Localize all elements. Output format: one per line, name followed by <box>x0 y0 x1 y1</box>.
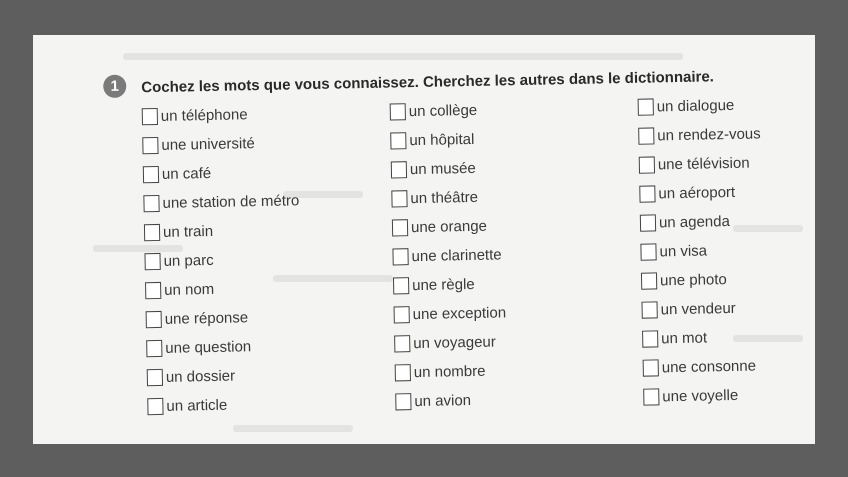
word-column-2 <box>390 100 596 423</box>
word-label: une télévision <box>657 154 750 174</box>
word-item <box>638 95 815 128</box>
word-item <box>390 129 591 162</box>
word-label: un nom <box>164 280 215 299</box>
word-label: un dossier <box>165 367 236 386</box>
word-item <box>144 220 345 253</box>
word-item <box>395 390 596 423</box>
word-checkbox[interactable] <box>639 156 655 173</box>
word-item <box>147 365 348 398</box>
exercise-instruction: Cochez les mots que vous connaissez. Cherchez les autres dans le dictionnaire. <box>141 68 715 97</box>
word-checkbox[interactable] <box>392 248 408 265</box>
word-checkbox[interactable] <box>144 224 160 241</box>
word-label: un mot <box>661 329 708 348</box>
word-checkbox[interactable] <box>395 364 411 381</box>
word-checkbox[interactable] <box>394 335 410 352</box>
word-checkbox[interactable] <box>145 282 161 299</box>
word-label: un nombre <box>413 362 486 382</box>
word-item <box>392 245 593 278</box>
word-label: une règle <box>411 275 475 295</box>
word-checkbox[interactable] <box>393 277 409 294</box>
word-item <box>145 278 346 311</box>
word-item <box>147 394 348 427</box>
word-checkbox[interactable] <box>144 253 160 270</box>
word-column-3 <box>638 95 815 418</box>
word-label: un agenda <box>658 212 731 232</box>
word-checkbox[interactable] <box>147 369 163 386</box>
word-label: une photo <box>659 271 727 290</box>
word-item <box>391 158 592 191</box>
word-label: un aéroport <box>658 183 736 203</box>
show-through-line <box>123 53 683 60</box>
word-checkbox[interactable] <box>146 340 162 357</box>
word-checkbox[interactable] <box>638 98 654 115</box>
word-checkbox[interactable] <box>641 301 657 318</box>
word-item <box>641 298 815 331</box>
word-item <box>638 124 815 157</box>
word-item <box>639 182 815 215</box>
word-item <box>392 216 593 249</box>
word-label: un café <box>161 164 212 183</box>
word-item <box>142 104 343 137</box>
word-checkbox[interactable] <box>146 311 162 328</box>
word-item <box>639 153 815 186</box>
word-label: une réponse <box>164 309 249 328</box>
word-checkbox[interactable] <box>641 272 657 289</box>
exercise-number-badge: 1 <box>103 75 126 98</box>
word-checkbox[interactable] <box>391 190 407 207</box>
word-checkbox[interactable] <box>143 166 159 183</box>
word-label: une consonne <box>661 357 757 377</box>
word-item <box>640 240 815 273</box>
word-label: un musée <box>409 159 476 179</box>
word-item <box>146 336 347 369</box>
word-checkbox[interactable] <box>643 359 659 376</box>
word-item <box>393 274 594 307</box>
word-item <box>144 249 345 282</box>
word-label: un hôpital <box>409 130 475 150</box>
show-through-line <box>233 425 353 432</box>
word-label: un avion <box>414 391 472 411</box>
word-item <box>394 303 595 336</box>
vocabulary-exercise <box>103 60 783 415</box>
word-label: un dialogue <box>656 96 735 116</box>
word-checkbox[interactable] <box>643 388 659 405</box>
word-checkbox[interactable] <box>142 137 158 154</box>
word-label: un visa <box>659 242 708 261</box>
word-item <box>390 100 591 133</box>
word-item <box>642 327 815 360</box>
word-label: une voyelle <box>662 386 739 406</box>
word-item <box>395 361 596 394</box>
word-label: un article <box>166 396 228 415</box>
word-checkbox[interactable] <box>639 185 655 202</box>
word-checkbox[interactable] <box>394 306 410 323</box>
word-checkbox[interactable] <box>640 214 656 231</box>
word-checkbox[interactable] <box>390 132 406 149</box>
word-checkbox[interactable] <box>390 103 406 120</box>
word-label: une orange <box>410 217 488 237</box>
word-label: un parc <box>163 251 214 270</box>
word-label: un rendez-vous <box>657 125 761 145</box>
word-item <box>394 332 595 365</box>
word-checkbox[interactable] <box>395 393 411 410</box>
word-label: une exception <box>412 304 507 324</box>
word-item <box>391 187 592 220</box>
word-label: un téléphone <box>160 106 248 125</box>
worksheet-page <box>33 35 815 444</box>
word-label: un théâtre <box>410 188 479 208</box>
word-label: une station de métro <box>162 192 300 212</box>
word-item <box>143 162 344 195</box>
word-label: une université <box>161 135 255 154</box>
word-item <box>640 211 815 244</box>
word-label: un train <box>162 222 214 241</box>
word-column-1 <box>142 104 348 427</box>
word-item <box>143 191 344 224</box>
word-checkbox[interactable] <box>143 195 159 212</box>
word-label: une question <box>165 338 252 357</box>
word-item <box>643 356 815 389</box>
word-checkbox[interactable] <box>638 127 654 144</box>
word-checkbox[interactable] <box>392 219 408 236</box>
word-checkbox[interactable] <box>640 243 656 260</box>
word-checkbox[interactable] <box>142 108 158 125</box>
word-item <box>643 385 815 418</box>
word-checkbox[interactable] <box>642 330 658 347</box>
word-label: un vendeur <box>660 299 736 319</box>
word-checkbox[interactable] <box>147 398 163 415</box>
word-label: un collège <box>408 101 478 121</box>
word-item <box>641 269 815 302</box>
word-item <box>142 133 343 166</box>
word-checkbox[interactable] <box>391 161 407 178</box>
word-label: un voyageur <box>413 333 496 353</box>
word-label: une clarinette <box>411 246 502 266</box>
word-item <box>146 307 347 340</box>
